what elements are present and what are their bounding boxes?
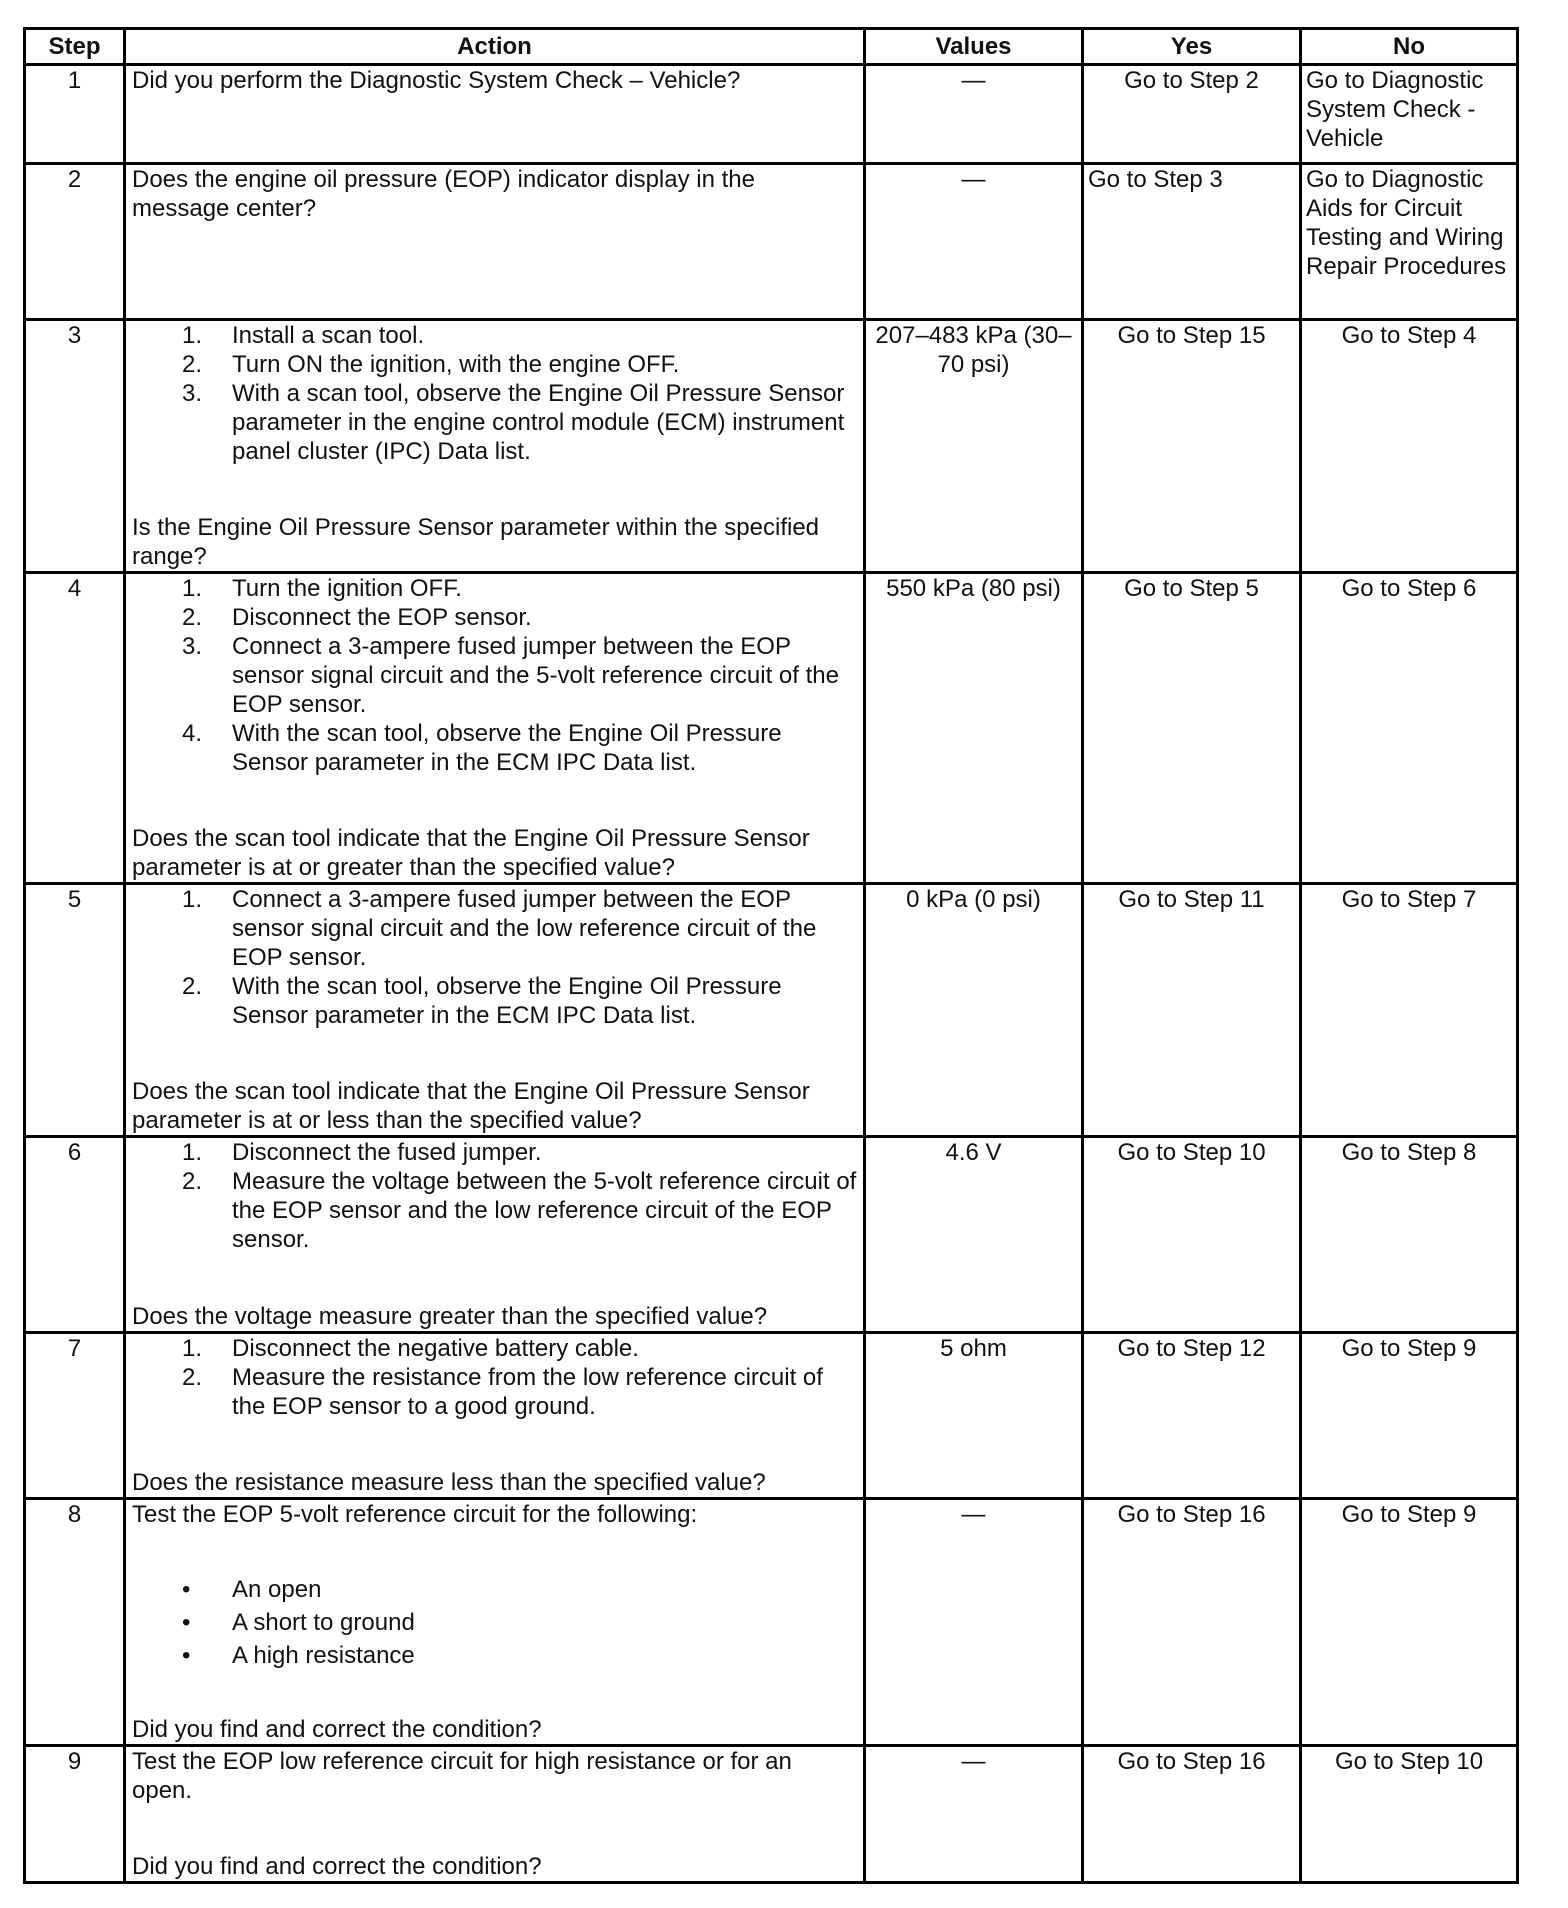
action-question: Does the voltage measure greater than the specified value?	[132, 1303, 768, 1330]
no-cell: Go to Step 6	[1301, 573, 1518, 884]
header-action: Action	[125, 29, 865, 65]
list-item: 1. Disconnect the fused jumper.	[182, 1139, 542, 1166]
action-cell	[125, 164, 865, 320]
value-cell: —	[865, 164, 1083, 320]
no-cell: Go to Step 10	[1301, 1746, 1518, 1883]
step-number: 6	[25, 1137, 125, 1333]
action-cell	[125, 1333, 865, 1499]
action-question: Did you perform the Diagnostic System Check – Vehicle?	[132, 67, 741, 94]
list-item: 3. With a scan tool, observe the Engine Oil Pressure Sensor parameter in the engine control module (ECM) instrument panel cluster (IPC) Data list.	[182, 380, 845, 465]
action-cell	[125, 573, 865, 884]
step-number: 7	[25, 1333, 125, 1499]
list-item: 2. Measure the voltage between the 5-volt reference circuit of the EOP sensor and the low reference circuit of the EOP sensor.	[182, 1168, 857, 1253]
table-row	[25, 320, 1518, 573]
yes-cell: Go to Step 5	[1083, 573, 1301, 884]
yes-cell: Go to Step 3	[1083, 164, 1301, 320]
action-question: Does the engine oil pressure (EOP) indicator display in the message center?	[132, 166, 755, 222]
step-number: 8	[25, 1499, 125, 1746]
action-question: Did you find and correct the condition?	[132, 1853, 542, 1880]
table-row	[25, 164, 1518, 320]
value-cell: 5 ohm	[865, 1333, 1083, 1499]
list-item: 1. Disconnect the negative battery cable.	[182, 1335, 639, 1362]
list-item: • An open	[182, 1575, 322, 1603]
value-cell: —	[865, 65, 1083, 164]
list-item: 2. Disconnect the EOP sensor.	[182, 604, 532, 631]
step-number: 5	[25, 884, 125, 1137]
diagnostic-table	[23, 27, 1519, 1884]
action-cell	[125, 65, 865, 164]
value-cell: 4.6 V	[865, 1137, 1083, 1333]
condition-list	[132, 1573, 857, 1672]
action-intro: Test the EOP low reference circuit for high resistance or for an open.	[132, 1748, 792, 1804]
action-cell	[125, 1499, 865, 1746]
action-question: Is the Engine Oil Pressure Sensor parameter within the specified range?	[132, 514, 820, 570]
action-cell	[125, 884, 865, 1137]
action-cell	[125, 320, 865, 573]
action-cell	[125, 1746, 865, 1883]
list-item: 2. Turn ON the ignition, with the engine OFF.	[182, 351, 680, 378]
no-cell: Go to Step 8	[1301, 1137, 1518, 1333]
action-steps	[132, 1138, 857, 1254]
value-cell: 550 kPa (80 psi)	[865, 573, 1083, 884]
yes-cell: Go to Step 11	[1083, 884, 1301, 1137]
value-cell: 207–483 kPa (30–70 psi)	[865, 320, 1083, 573]
list-item: 4. With the scan tool, observe the Engine Oil Pressure Sensor parameter in the ECM IPC Data list.	[182, 720, 782, 776]
list-item: 1. Turn the ignition OFF.	[182, 575, 462, 602]
list-item: 2. Measure the resistance from the low reference circuit of the EOP sensor to a good ground.	[182, 1364, 823, 1420]
list-item: 1. Install a scan tool.	[182, 322, 425, 349]
list-item: • A short to ground	[182, 1608, 415, 1636]
action-steps	[132, 321, 857, 466]
header-yes: Yes	[1083, 29, 1301, 65]
no-cell: Go to Step 9	[1301, 1499, 1518, 1746]
action-cell	[125, 1137, 865, 1333]
header-no: No	[1301, 29, 1518, 65]
table-row	[25, 1137, 1518, 1333]
yes-cell: Go to Step 15	[1083, 320, 1301, 573]
step-number: 2	[25, 164, 125, 320]
list-item: 1. Connect a 3-ampere fused jumper between the EOP sensor signal circuit and the low reference circuit of the EOP sensor.	[182, 886, 817, 971]
no-cell: Go to Step 4	[1301, 320, 1518, 573]
action-steps	[132, 885, 857, 1030]
value-cell: 0 kPa (0 psi)	[865, 884, 1083, 1137]
no-cell: Go to Diagnostic Aids for Circuit Testing and Wiring Repair Procedures	[1301, 164, 1518, 320]
header-step: Step	[25, 29, 125, 65]
header-values: Values	[865, 29, 1083, 65]
yes-cell: Go to Step 2	[1083, 65, 1301, 164]
yes-cell: Go to Step 10	[1083, 1137, 1301, 1333]
yes-cell: Go to Step 12	[1083, 1333, 1301, 1499]
value-cell: —	[865, 1499, 1083, 1746]
value-cell: —	[865, 1746, 1083, 1883]
action-question: Did you find and correct the condition?	[132, 1716, 542, 1743]
action-question: Does the scan tool indicate that the Engine Oil Pressure Sensor parameter is at or greater than the specified value?	[132, 825, 810, 881]
list-item: • A high resistance	[182, 1641, 415, 1669]
list-item: 3. Connect a 3-ampere fused jumper between the EOP sensor signal circuit and the 5-volt reference circuit of the EOP sensor.	[182, 633, 839, 718]
table-row	[25, 1499, 1518, 1746]
step-number: 9	[25, 1746, 125, 1883]
action-question: Does the resistance measure less than the specified value?	[132, 1469, 766, 1496]
no-cell: Go to Step 9	[1301, 1333, 1518, 1499]
step-number: 3	[25, 320, 125, 573]
action-intro: Test the EOP 5-volt reference circuit for the following:	[132, 1501, 698, 1528]
no-cell: Go to Diagnostic System Check - Vehicle	[1301, 65, 1518, 164]
table-row	[25, 1746, 1518, 1883]
no-cell: Go to Step 7	[1301, 884, 1518, 1137]
yes-cell: Go to Step 16	[1083, 1746, 1301, 1883]
header-row	[25, 29, 1518, 65]
table-row	[25, 65, 1518, 164]
action-question: Does the scan tool indicate that the Engine Oil Pressure Sensor parameter is at or less than the specified value?	[132, 1078, 810, 1134]
list-item: 2. With the scan tool, observe the Engine Oil Pressure Sensor parameter in the ECM IPC Data list.	[182, 973, 782, 1029]
action-steps	[132, 574, 857, 777]
step-number: 4	[25, 573, 125, 884]
table-row	[25, 573, 1518, 884]
table-row	[25, 884, 1518, 1137]
yes-cell: Go to Step 16	[1083, 1499, 1301, 1746]
table-row	[25, 1333, 1518, 1499]
step-number: 1	[25, 65, 125, 164]
action-steps	[132, 1334, 857, 1421]
